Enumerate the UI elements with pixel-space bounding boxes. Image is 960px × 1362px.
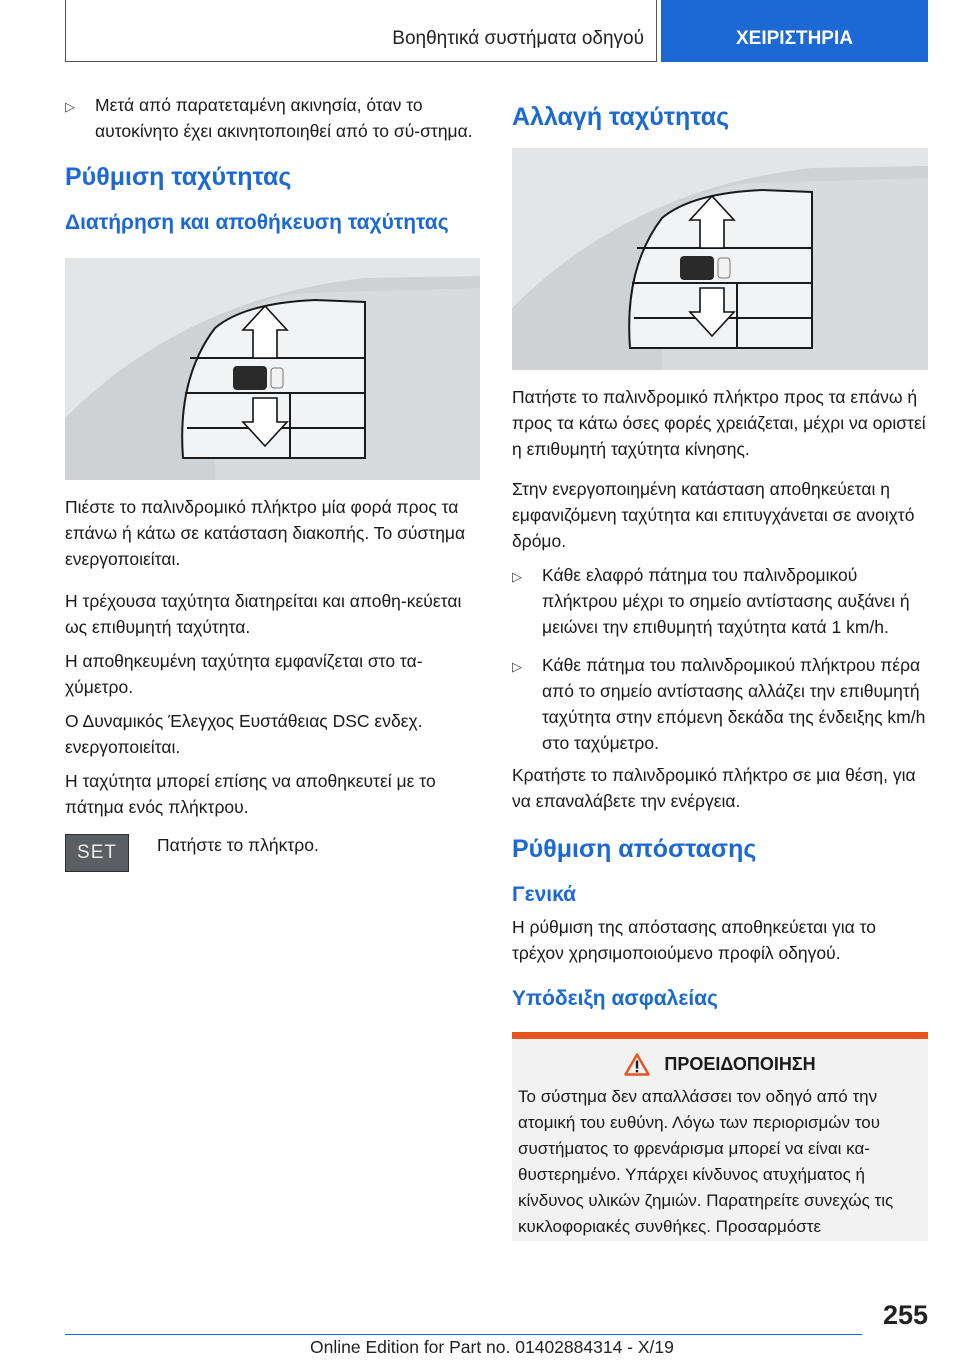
set-key-instruction: Πατήστε το πλήκτρο. [157,835,319,855]
warning-text: Το σύστημα δεν απαλλάσσει τον οδηγό από την ατομική του ευθύνη. Λόγω των περιορισμών του συστήματος το φρενάρισμα μπορεί να είναι κα-θυστερημένο. Υπάρχει κίνδυνος ατυχήματος ή κίνδυνος υλικών ζημιών. Παρατηρείτε συνεχώς τις κυκλοφοριακές συνθήκες. Προσαρμόστε [518,1087,894,1236]
set-key-row [65,832,480,872]
section-title: Βοηθητικά συστήματα οδηγού [65,0,657,62]
edition-footer: Online Edition for Part no. 01402884314 - X/19 [310,1337,674,1357]
triangle-bullet-icon: ▷ [512,569,522,584]
page-number: 255 [882,1300,928,1330]
subsection-heading-general: Γενικά [512,883,577,906]
paragraph: Η ταχύτητα μπορεί επίσης να αποθηκευτεί με το πάτημα ενός πλήκτρου. [65,771,436,817]
paragraph: Κρατήστε το παλινδρομικό πλήκτρο σε μια θέση, για να επαναλάβετε την ενέργεια. [512,765,916,811]
warning-title-row [518,1053,922,1076]
steering-wheel-illustration [65,258,480,480]
list-item-text: Κάθε πάτημα του παλινδρομικού πλήκτρου πέρα από το σημείο αντίστασης αλλάζει την επιθυμητή ταχύτητα στην επόμενη δεκάδα της ένδειξης km/h στο ταχύμετρο. [542,655,926,753]
subsection-heading-safety-note: Υπόδειξη ασφαλείας [512,987,718,1010]
chapter-tab[interactable]: ΧΕΙΡΙΣΤΗΡΙΑ [661,0,928,62]
list-item [512,652,928,756]
steering-wheel-illustration [512,148,928,370]
triangle-bullet-icon: ▷ [65,99,75,114]
paragraph: Η αποθηκευμένη ταχύτητα εμφανίζεται στο τα-χύμετρο. [65,651,423,697]
paragraph: Ο Δυναμικός Έλεγχος Ευστάθειας DSC ενδεχ. ενεργοποιείται. [65,711,423,757]
set-key-icon: SET [65,834,129,872]
warning-bar [512,1032,928,1039]
left-column [65,92,480,872]
paragraph: Η ρύθμιση της απόστασης αποθηκεύεται για το τρέχον χρησιμοποιούμενο προφίλ οδηγού. [512,917,877,963]
warning-title: ΠΡΟΕΙΔΟΠΟΙΗΣΗ [664,1054,816,1074]
triangle-bullet-icon: ▷ [512,659,522,674]
list-item [512,562,928,640]
paragraph: Στην ενεργοποιημένη κατάσταση αποθηκεύεται η εμφανιζόμενη ταχύτητα και επιτυγχάνεται σε ανοιχτό δρόμο. [512,479,915,551]
paragraph: Πιέστε το παλινδρομικό πλήκτρο μία φορά προς τα επάνω ή κάτω σε κατάσταση διακοπής. Το σύστημα ενεργοποιείται. [65,497,466,569]
section-heading-distance-setting: Ρύθμιση απόστασης [512,835,757,863]
page-header [65,0,928,64]
list-item [65,92,480,144]
right-column [512,92,928,1241]
paragraph: Η τρέχουσα ταχύτητα διατηρείται και αποθη-κεύεται ως επιθυμητή ταχύτητα. [65,591,462,637]
section-heading-speed-change: Αλλαγή ταχύτητας [512,103,730,131]
section-heading-speed-setting: Ρύθμιση ταχύτητας [65,163,292,191]
warning-box [512,1039,928,1241]
list-item-text: Κάθε ελαφρό πάτημα του παλινδρομικού πλήκτρου μέχρι το σημείο αντίστασης αυξάνει ή μειώνει την επιθυμητή ταχύτητα κατά 1 km/h. [542,565,910,637]
paragraph: Πατήστε το παλινδρομικό πλήκτρο προς τα επάνω ή προς τα κάτω όσες φορές χρειάζεται, μέχρι να οριστεί η επιθυμητή ταχύτητα κίνησης. [512,387,926,459]
footer-divider [65,1334,862,1335]
list-item-text: Μετά από παρατεταμένη ακινησία, όταν το αυτοκίνητο έχει ακινητοποιηθεί από το σύ-στημα. [95,95,473,141]
subsection-heading-maintain-store: Διατήρηση και αποθήκευση ταχύτητας [65,211,449,234]
warning-triangle-icon [624,1053,650,1076]
